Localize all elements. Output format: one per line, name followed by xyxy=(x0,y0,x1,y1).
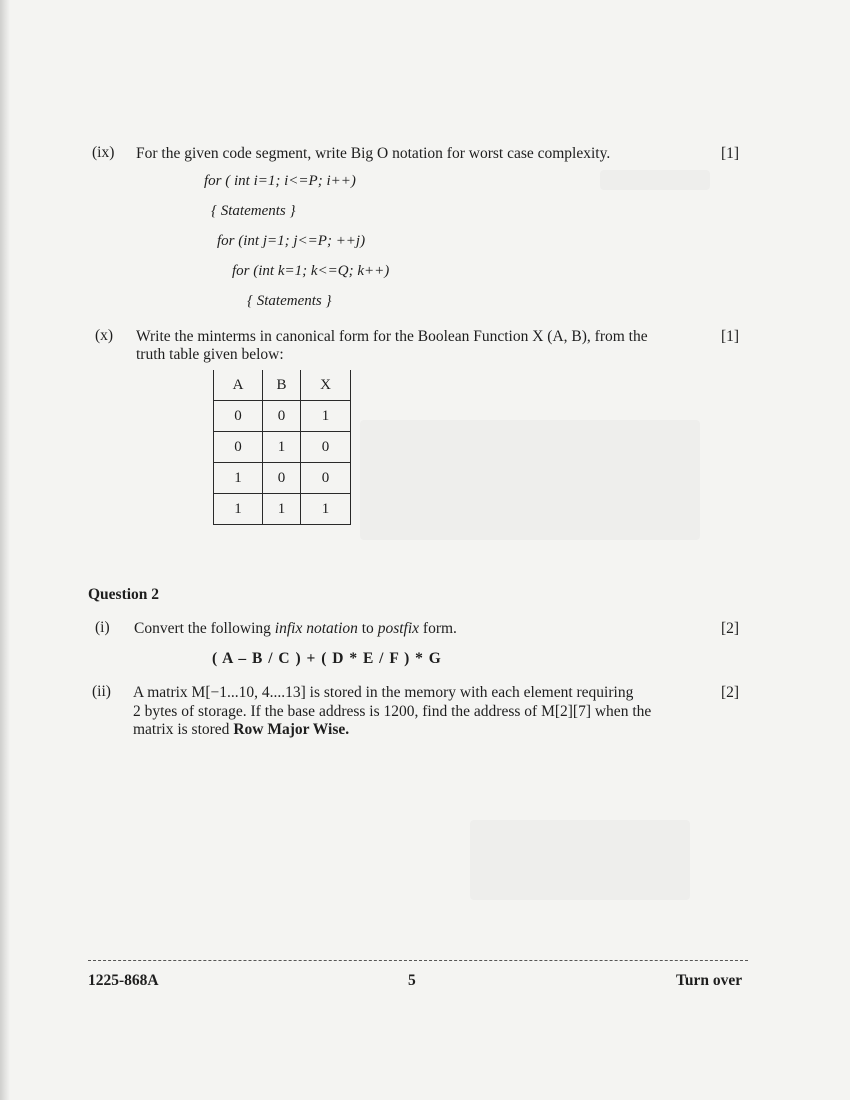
cell-b: 0 xyxy=(263,401,301,432)
code-line-5: { Statements } xyxy=(247,293,332,309)
question-2i-infix: infix notation xyxy=(274,620,358,637)
code-line-4: for (int k=1; k<=Q; k++) xyxy=(232,263,390,279)
question-2i-text-mid: to xyxy=(357,620,378,637)
truth-table xyxy=(213,370,351,525)
show-through-mark xyxy=(360,420,700,540)
cell-a: 1 xyxy=(214,463,263,494)
question-2ii-number: (ii) xyxy=(92,683,111,700)
question-x-number: (x) xyxy=(95,327,114,344)
code-line-2: { Statements } xyxy=(211,203,296,219)
question-x-text-line1: Write the minterms in canonical form for the Boolean Function X (A, B), from the xyxy=(136,328,648,345)
scan-edge xyxy=(0,0,10,1100)
question-2ii-line3-pre: matrix is stored xyxy=(133,721,234,738)
table-row xyxy=(214,463,351,494)
cell-a: 0 xyxy=(214,432,263,463)
cell-b: 0 xyxy=(263,463,301,494)
page-number: 5 xyxy=(408,972,416,989)
question-2i-text xyxy=(134,619,704,638)
cell-b: 1 xyxy=(263,494,301,525)
table-row xyxy=(214,432,351,463)
show-through-mark xyxy=(470,820,690,900)
question-2i-marks: [2] xyxy=(720,620,740,637)
question-2-heading: Question 2 xyxy=(88,586,160,603)
header-x: X xyxy=(301,370,351,401)
question-x-text-line2: truth table given below: xyxy=(136,346,284,363)
cell-x: 0 xyxy=(301,463,351,494)
truth-table-header xyxy=(214,370,351,401)
question-2ii-marks: [2] xyxy=(720,684,740,701)
infix-expression: ( A – B / C ) + ( D * E / F ) * G xyxy=(212,650,441,667)
footer-divider xyxy=(88,960,748,961)
show-through-mark xyxy=(600,170,710,190)
question-2i-number: (i) xyxy=(95,619,110,636)
cell-x: 0 xyxy=(301,432,351,463)
cell-x: 1 xyxy=(301,494,351,525)
question-ix-number: (ix) xyxy=(92,144,115,161)
code-line-3: for (int j=1; j<=P; ++j) xyxy=(217,233,366,249)
question-2ii-line1: A matrix M[−1...10, 4....13] is stored in the memory with each element requiring xyxy=(133,684,634,701)
question-2i-text-post: form. xyxy=(419,620,457,637)
question-2ii-line2: 2 bytes of storage. If the base address is 1200, find the address of M[2][7] when the xyxy=(133,703,652,720)
header-b: B xyxy=(263,370,301,401)
header-a: A xyxy=(214,370,263,401)
code-line-1: for ( int i=1; i<=P; i++) xyxy=(204,173,356,189)
cell-a: 0 xyxy=(214,401,263,432)
question-x-marks: [1] xyxy=(720,328,740,345)
question-ix-text: For the given code segment, write Big O notation for worst case complexity. xyxy=(136,145,611,162)
turn-over: Turn over xyxy=(676,972,743,989)
table-row xyxy=(214,494,351,525)
cell-a: 1 xyxy=(214,494,263,525)
question-2i-postfix: postfix xyxy=(377,620,420,637)
question-2ii-line3 xyxy=(133,720,708,739)
cell-x: 1 xyxy=(301,401,351,432)
cell-b: 1 xyxy=(263,432,301,463)
paper-code: 1225-868A xyxy=(88,972,159,989)
question-ix-marks: [1] xyxy=(720,145,740,162)
row-major-wise: Row Major Wise. xyxy=(233,721,350,738)
question-2i-text-pre: Convert the following xyxy=(134,620,275,637)
table-row xyxy=(214,401,351,432)
